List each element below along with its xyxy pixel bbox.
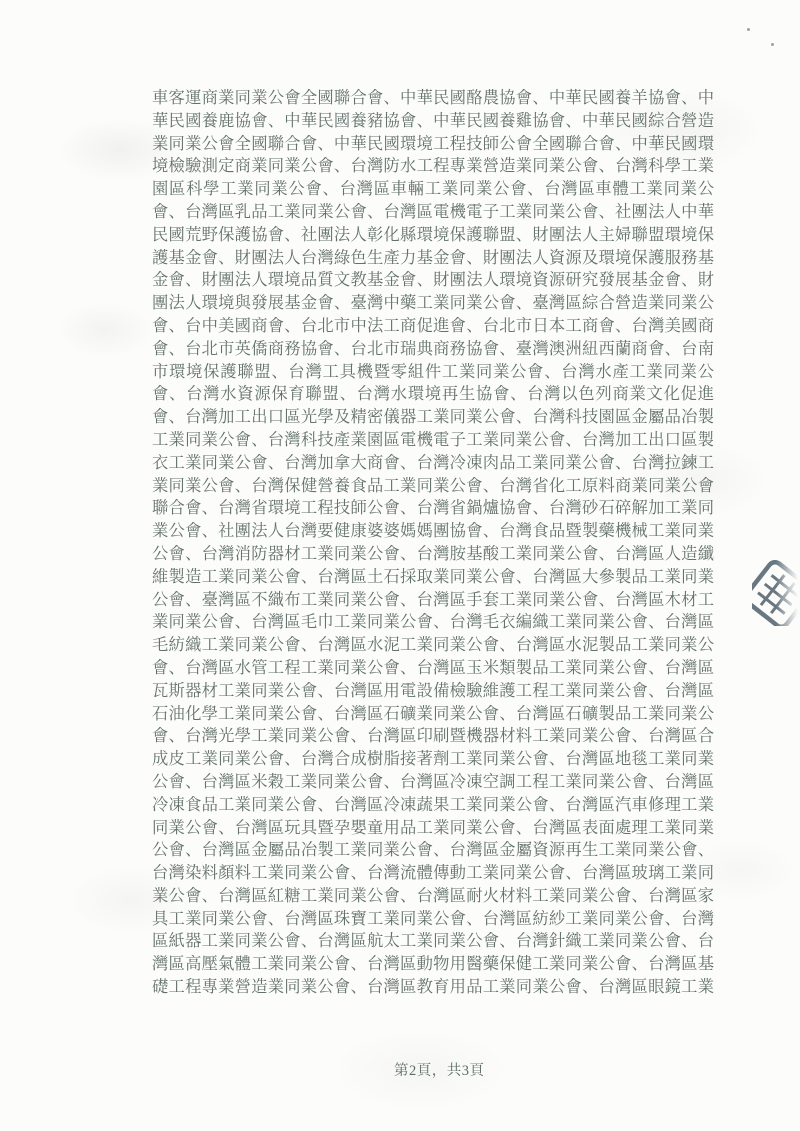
document-line: 會、台灣光學工業同業公會、台灣區印刷暨機器材料工業同業公會、台灣區合 [152, 726, 714, 746]
scan-speck [747, 28, 750, 31]
document-line: 台灣染料顏料工業同業公會、台灣流體傳動工業同業公會、台灣區玻璃工業同 [152, 863, 714, 883]
document-line: 護基金會、財團法人台灣綠色生產力基金會、財團法人資源及環境保護服務基 [152, 247, 714, 267]
document-line: 灣區高壓氣體工業同業公會、台灣區動物用醫藥保健工業同業公會、台灣區基 [152, 954, 714, 974]
document-line: 會、台灣區水管工程工業同業公會、台灣區玉米類製品工業同業公會、台灣區 [152, 657, 714, 677]
document-line: 維製造工業同業公會、台灣區土石採取業同業公會、台灣區大參製品工業同業 [152, 566, 714, 586]
official-seal-stamp-icon [752, 558, 798, 626]
document-line: 業公會、社團法人台灣要健康婆婆媽媽團協會、台灣食品暨製藥機械工業同業 [152, 521, 714, 541]
document-line: 公會、台灣消防器材工業同業公會、台灣胺基酸工業同業公會、台灣區人造纖 [152, 543, 714, 563]
document-line: 冷凍食品工業同業公會、台灣區冷凍蔬果工業同業公會、台灣區汽車修理工業 [152, 794, 714, 814]
document-line: 具工業同業公會、台灣區珠寶工業同業公會、台灣區紡紗工業同業公會、台灣 [152, 908, 714, 928]
document-line: 公會、台灣區金屬品冶製工業同業公會、台灣區金屬資源再生工業同業公會、 [152, 840, 714, 860]
document-line: 業公會、台灣區紅糖工業同業公會、台灣區耐火材料工業同業公會、台灣區家 [152, 885, 714, 905]
document-line: 會、台灣水資源保育聯盟、台灣水環境再生協會、台灣以色列商業文化促進 [152, 384, 714, 404]
document-line: 同業公會、台灣區玩具暨孕嬰童用品工業同業公會、台灣區表面處理工業同業 [152, 817, 714, 837]
document-line: 毛紡織工業同業公會、台灣區水泥工業同業公會、台灣區水泥製品工業同業公 [152, 635, 714, 655]
document-line: 公會、臺灣區不織布工業同業公會、台灣區手套工業同業公會、台灣區木材工 [152, 589, 714, 609]
document-line: 金會、財團法人環境品質文教基金會、財團法人環境資源研究發展基金會、財 [152, 270, 714, 290]
document-line: 聯合會、台灣省環境工程技師公會、台灣省鍋爐協會、台灣砂石碎解加工業同 [152, 498, 714, 518]
document-line: 車客運商業同業公會全國聯合會、中華民國酪農協會、中華民國養羊協會、中 [152, 88, 714, 107]
document-line: 市環境保護聯盟、台灣工具機暨零組件工業同業公會、台灣水產工業同業公 [152, 361, 714, 381]
document-line: 會、台中美國商會、台北市中法工商促進會、台北市日本工商會、台灣美國商 [152, 315, 714, 335]
document-line: 業同業公會全國聯合會、中華民國環境工程技師公會全國聯合會、中華民國環 [152, 133, 714, 153]
scan-speck [771, 43, 774, 46]
document-line: 會、台北市英僑商務協會、台北市瑞典商務協會、臺灣澳洲紐西蘭商會、台南 [152, 338, 714, 358]
document-line: 團法人環境與發展基金會、臺灣中藥工業同業公會、臺灣區綜合營造業同業公 [152, 293, 714, 313]
document-body-text [152, 87, 714, 999]
document-line: 石油化學工業同業公會、台灣區石礦業同業公會、台灣區石礦製品工業同業公 [152, 703, 714, 723]
document-line: 公會、台灣區米穀工業同業公會、台灣區冷凍空調工程工業同業公會、台灣區 [152, 771, 714, 791]
document-line: 境檢驗測定商業同業公會、台灣防水工程專業營造業同業公會、台灣科學工業 [152, 156, 714, 176]
document-line: 區紙器工業同業公會、台灣區航太工業同業公會、台灣針織工業同業公會、台 [152, 931, 714, 951]
document-line: 瓦斯器材工業同業公會、台灣區用電設備檢驗維護工程工業同業公會、台灣區 [152, 680, 714, 700]
document-line: 會、台灣區乳品工業同業公會、台灣區電機電子工業同業公會、社團法人中華 [152, 201, 714, 221]
document-line: 園區科學工業同業公會、台灣區車輛工業同業公會、台灣區車體工業同業公 [152, 179, 714, 199]
document-line: 業同業公會、台灣保健營養食品工業同業公會、台灣省化工原料商業同業公會 [152, 475, 714, 495]
document-line: 會、台灣加工出口區光學及精密儀器工業同業公會、台灣科技園區金屬品冶製 [152, 407, 714, 427]
document-line: 業同業公會、台灣區毛巾工業同業公會、台灣毛衣編織工業同業公會、台灣區 [152, 612, 714, 632]
document-line: 成皮工業同業公會、台灣合成樹脂接著劑工業同業公會、台灣區地毯工業同業 [152, 749, 714, 769]
document-line: 華民國養鹿協會、中華民國養豬協會、中華民國養雞協會、中華民國綜合營造 [152, 110, 714, 130]
document-line: 衣工業同業公會、台灣加拿大商會、台灣冷凍肉品工業同業公會、台灣拉鍊工 [152, 452, 714, 472]
document-line: 工業同業公會、台灣科技產業園區電機電子工業同業公會、台灣加工出口區製 [152, 429, 714, 449]
document-line: 民國荒野保護協會、社團法人彰化縣環境保護聯盟、財團法人主婦聯盟環境保 [152, 224, 714, 244]
document-line: 礎工程專業營造業同業公會、台灣區教育用品工業同業公會、台灣區眼鏡工業 [152, 977, 714, 997]
page-number: 第2頁，共3頁 [394, 1063, 485, 1079]
